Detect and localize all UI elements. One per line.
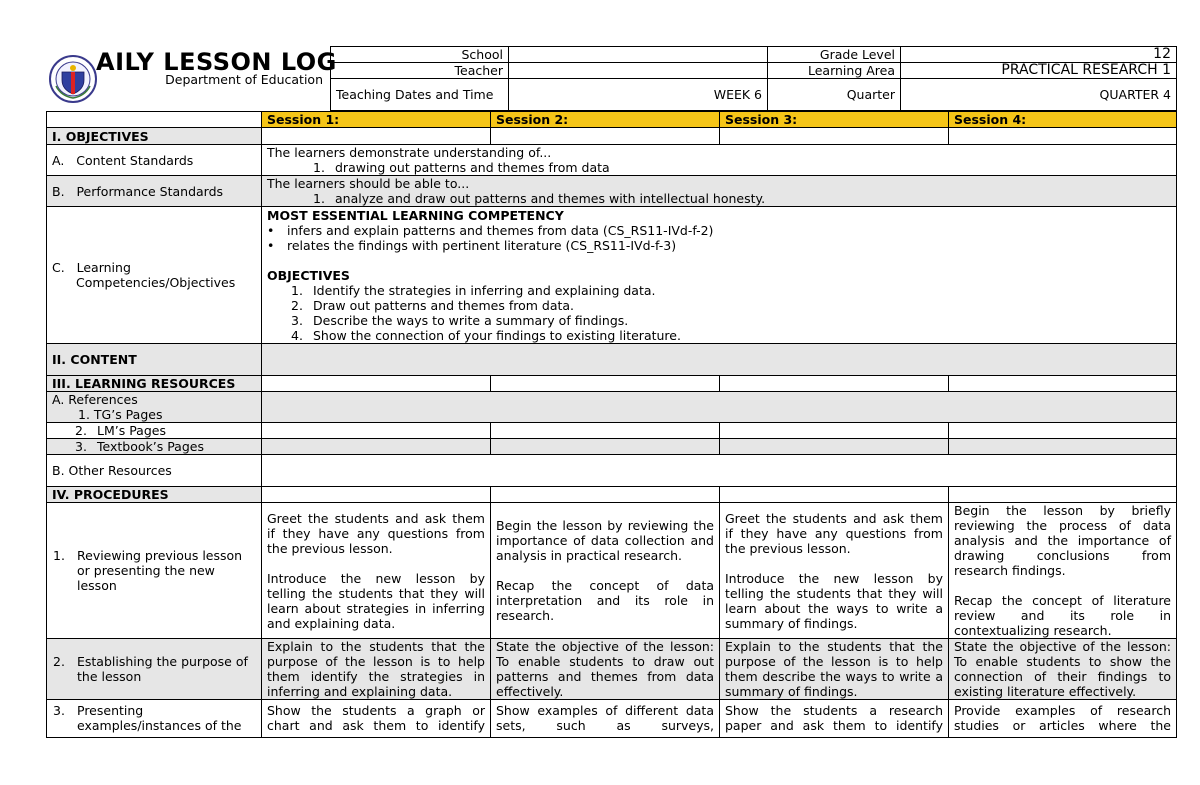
resources-cell [262, 376, 491, 392]
grade-level-field[interactable]: 12 [901, 47, 1177, 63]
procedures-cell [720, 487, 949, 503]
sessions-corner [47, 112, 262, 128]
step-3-session-1: Show the students a graph or chart and ask them to identify [262, 700, 491, 738]
content-standards-label: A. Content Standards [47, 145, 262, 176]
melc-item: • infers and explain patterns and themes from data (CS_RS11-IVd-f-2) [267, 223, 714, 238]
resources-cell [491, 376, 720, 392]
performance-standards-cell [262, 176, 1177, 207]
step-2-session-4: State the objective of the lesson: To enable students to show the connection of their findings to existing literature effectively. [949, 639, 1177, 700]
melc-item: • relates the findings with pertinent literature (CS_RS11-IVd-f-3) [267, 238, 677, 253]
content-standards-intro: The learners demonstrate understanding of... [267, 145, 552, 160]
textbook-pages-cell [491, 439, 720, 455]
dates-label: Teaching Dates and Time [331, 79, 509, 111]
learning-area-label: Learning Area [768, 63, 901, 79]
document-title: AILY LESSON LOG [96, 48, 337, 76]
step-2-session-2: State the objective of the lesson: To enable students to draw out patterns and themes from data effectively. [491, 639, 720, 700]
step-1-session-4: Begin the lesson by briefly reviewing the process of data analysis and the importance of drawing conclusions from research findings. Recap the concept of literature review and its role in contextualizing research. [949, 503, 1177, 639]
department-name: Department of Education [165, 72, 323, 87]
dates-field[interactable]: WEEK 6 [509, 79, 768, 111]
daily-lesson-log-table [46, 111, 1177, 738]
objective-item: 1. Identify the strategies in inferring and explaining data. [291, 283, 656, 298]
references-label: A. References 1. TG’s Pages [47, 392, 262, 423]
lm-pages-cell [720, 423, 949, 439]
procedures-heading: IV. PROCEDURES [47, 487, 262, 503]
quarter-label: Quarter [768, 79, 901, 111]
lm-pages-cell [262, 423, 491, 439]
textbook-pages-cell [720, 439, 949, 455]
objectives-cell [491, 128, 720, 145]
other-resources-label: B. Other Resources [47, 455, 262, 487]
header-block [46, 46, 337, 112]
performance-standards-label: B. Performance Standards [47, 176, 262, 207]
learning-resources-heading: III. LEARNING RESOURCES [47, 376, 262, 392]
content-standards-cell [262, 145, 1177, 176]
textbook-pages-cell [262, 439, 491, 455]
teacher-field[interactable] [509, 63, 768, 79]
other-resources-cell [262, 455, 1177, 487]
session-4-header: Session 4: [949, 112, 1177, 128]
session-3-header: Session 3: [720, 112, 949, 128]
lesson-info-table [330, 46, 1177, 111]
lm-pages-cell [491, 423, 720, 439]
objectives-cell [720, 128, 949, 145]
step-3-session-2: Show examples of different data sets, such as surveys, [491, 700, 720, 738]
content-heading: II. CONTENT [47, 344, 262, 376]
textbook-pages-label: 3. Textbook’s Pages [47, 439, 262, 455]
quarter-field[interactable]: QUARTER 4 [901, 79, 1177, 111]
grade-level-label: Grade Level [768, 47, 901, 63]
procedures-cell [949, 487, 1177, 503]
objective-item: 2. Draw out patterns and themes from data. [291, 298, 575, 313]
step-1-session-2: Begin the lesson by reviewing the importance of data collection and analysis in practical research. Recap the concept of data interpretation and its role in research. [491, 503, 720, 639]
step-3-label: 3. Presenting examples/instances of the [47, 700, 262, 738]
session-1-header: Session 1: [262, 112, 491, 128]
deped-seal-icon [48, 46, 98, 112]
procedures-cell [491, 487, 720, 503]
session-2-header: Session 2: [491, 112, 720, 128]
content-standards-item: 1. drawing out patterns and themes from data [313, 160, 610, 175]
teacher-label: Teacher [331, 63, 509, 79]
step-1-session-3: Greet the students and ask them if they have any questions from the previous lesson. Introduce the new lesson by telling the students that they will learn about the ways to write a summary of findings. [720, 503, 949, 639]
procedures-cell [262, 487, 491, 503]
objective-item: 4. Show the connection of your findings to existing literature. [291, 328, 681, 343]
objectives-heading: I. OBJECTIVES [47, 128, 262, 145]
references-cell [262, 392, 1177, 423]
resources-cell [720, 376, 949, 392]
objective-item: 3. Describe the ways to write a summary of findings. [291, 313, 629, 328]
competencies-label: C. Learning Competencies/Objectives [47, 207, 262, 344]
resources-cell [949, 376, 1177, 392]
melc-heading: MOST ESSENTIAL LEARNING COMPETENCY [267, 208, 564, 223]
performance-standards-item: 1. analyze and draw out patterns and themes with intellectual honesty. [313, 191, 766, 206]
objectives-subheading: OBJECTIVES [267, 268, 350, 283]
school-label: School [331, 47, 509, 63]
lm-pages-label: 2. LM’s Pages [47, 423, 262, 439]
objectives-cell [949, 128, 1177, 145]
step-1-session-1: Greet the students and ask them if they have any questions from the previous lesson. Introduce the new lesson by telling the students that they will learn about strategies in inferring and explaining data. [262, 503, 491, 639]
school-field[interactable] [509, 47, 768, 63]
step-3-session-4: Provide examples of research studies or articles where the [949, 700, 1177, 738]
step-2-session-1: Explain to the students that the purpose of the lesson is to help them identify the strategies in inferring and explaining data. [262, 639, 491, 700]
performance-standards-intro: The learners should be able to... [267, 176, 470, 191]
objectives-cell [262, 128, 491, 145]
textbook-pages-cell [949, 439, 1177, 455]
competencies-cell [262, 207, 1177, 344]
step-1-label: 1. Reviewing previous lesson or presenting the new lesson [47, 503, 262, 639]
step-3-session-3: Show the students a research paper and ask them to identify [720, 700, 949, 738]
content-cell [262, 344, 1177, 376]
step-2-label: 2. Establishing the purpose of the lesson [47, 639, 262, 700]
lm-pages-cell [949, 423, 1177, 439]
learning-area-field[interactable]: PRACTICAL RESEARCH 1 [901, 63, 1177, 79]
step-2-session-3: Explain to the students that the purpose of the lesson is to help them describe the ways to write a summary of findings. [720, 639, 949, 700]
